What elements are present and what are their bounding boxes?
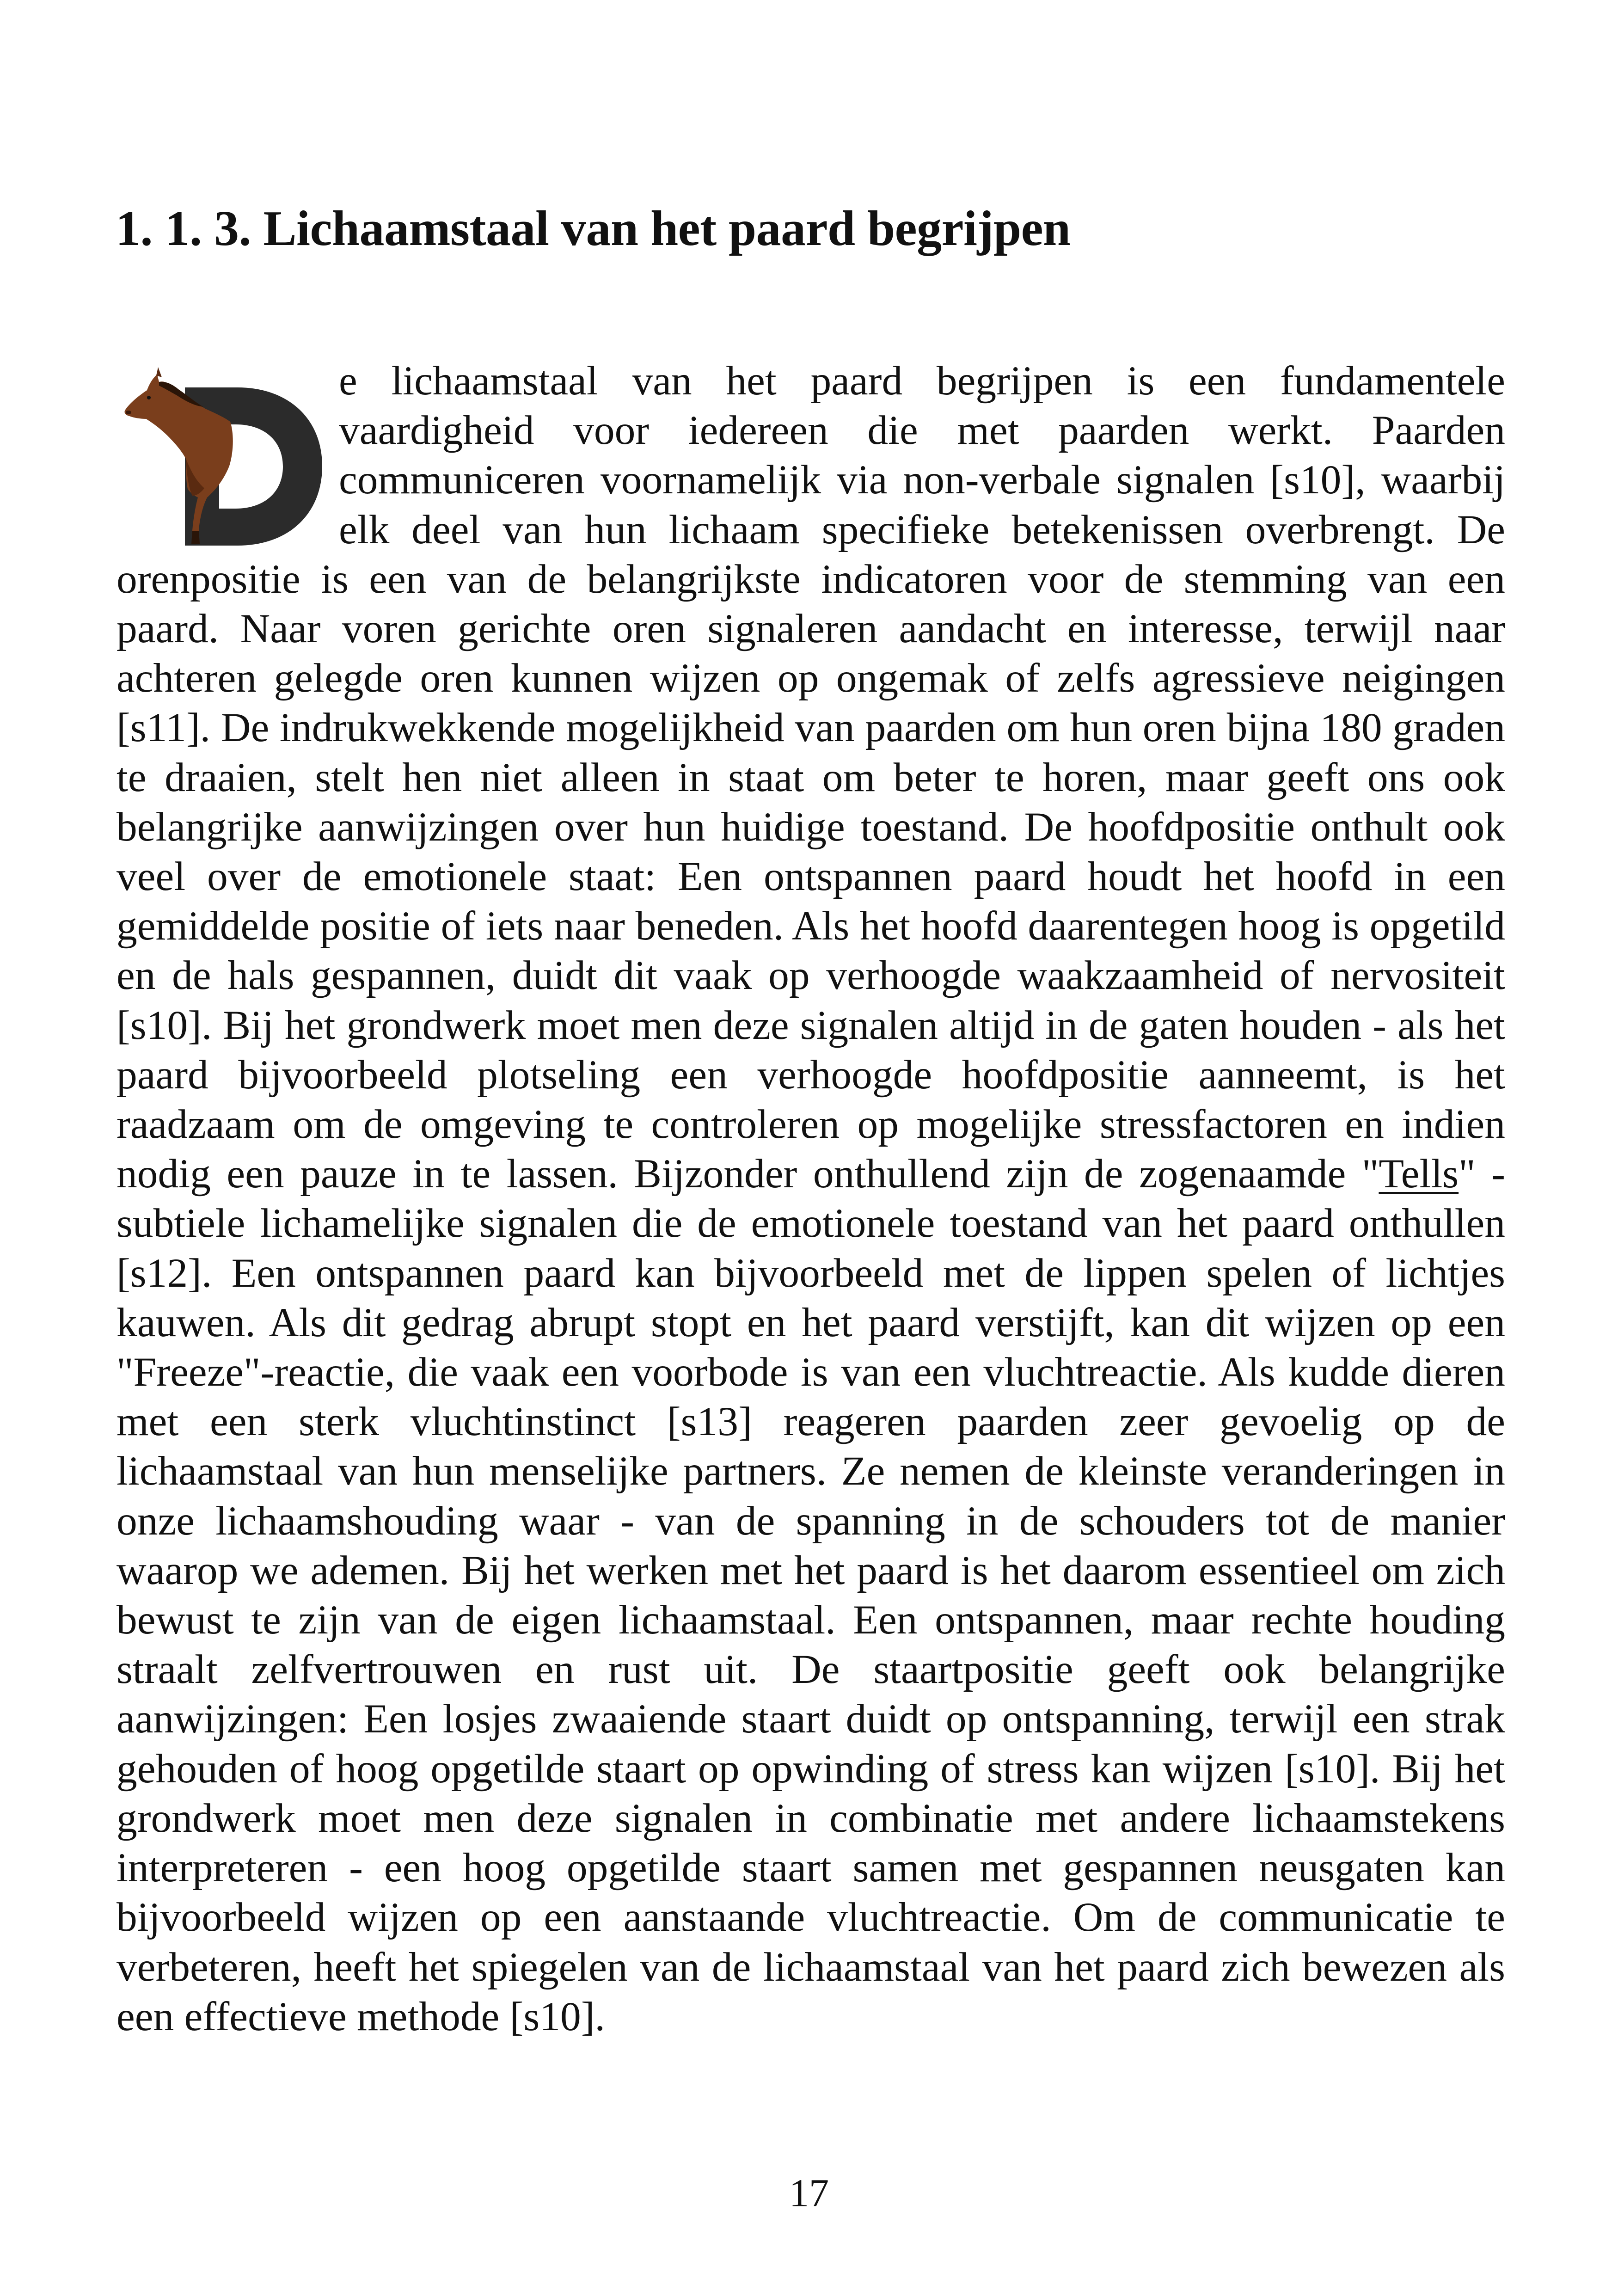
horse-icon — [116, 359, 327, 546]
paragraph-text-1: e lichaamstaal van het paard begrijpen is een fundamentele vaardigheid voor iedereen die met paarden werkt. Paarden communiceren voornamelijk via non-verbale signalen [s10], waarbij elk deel van hun lichaam specifieke betekenissen overbrengt. De orenpositie is een van de belangrijkste indicatoren voor de stemming van een paard. Naar voren gerichte oren signaleren aandacht en interesse, terwijl naar achteren gelegde oren kunnen wijzen op ongemak of zelfs agressieve neigingen [s11]. De indrukwekkende mogelijkheid van paarden om hun oren bijna 180 graden te draaien, stelt hen niet alleen in staat om beter te horen, maar geeft ons ook belangrijke aanwijzingen over hun huidige toestand. De hoofdpositie onthult ook veel over de emotionele staat: Een ontspannen paard houdt het hoofd in een gemiddelde positie of iets naar beneden. Als het hoofd daarentegen hoog is opgetild en de hals gespannen, duidt dit vaak op verhoogde waakzaamheid of nervositeit [s10]. Bij het grondwerk moet men deze signalen altijd in de gaten houden - als het paard bijvoorbeeld plotseling een verhoogde hoofdpositie aanneemt, is het raadzaam om de omgeving te controleren op mogelijke stressfactoren en indien nodig een pauze in te lassen. Bijzonder onthullend zijn de zogenaamde " — [116, 358, 1505, 1197]
paragraph-text-2: " - subtiele lichamelijke signalen die de emotionele toestand van het paard onthullen [s12]. Een ontspannen paard kan bijvoorbeeld met de lippen spelen of lichtjes kauwen. Als dit gedrag abrupt stopt en het paard verstijft, kan dit wijzen op een "Freeze"-reactie, die vaak een voorbode is van een vluchtreactie. Als kudde dieren met een sterk vluchtinstinct [s13] reageren paarden zeer gevoelig op de lichaamstaal van hun menselijke partners. Ze nemen de kleinste veranderingen in onze lichaamshouding waar - van de spanning in de schouders tot de manier waarop we ademen. Bij het werken met het paard is het daarom essentieel om zich bewust te zijn van de eigen lichaamstaal. Een ontspannen, maar rechte houding straalt zelfvertrouwen en rust uit. De staartpositie geeft ook belangrijke aanwijzingen: Een losjes zwaaiende staart duidt op ontspanning, terwijl een strak gehouden of hoog opgetilde staart op opwinding of stress kan wijzen [s10]. Bij het grondwerk moet men deze signalen in combinatie met andere lichaamstekens interpreteren - een hoog opgetilde staart samen met gespannen neusgaten kan bijvoorbeeld wijzen op een aanstaande vluchtreactie. Om de communicatie te verbeteren, heeft het spiegelen van de lichaamstaal van het paard zich bewezen als een effectieve methode [s10]. — [116, 1151, 1506, 2039]
tells-link[interactable]: Tells — [1379, 1151, 1459, 1197]
drop-cap — [116, 359, 327, 546]
body-paragraph — [116, 356, 1505, 2041]
page-number: 17 — [789, 2171, 829, 2215]
section-heading: 1. 1. 3. Lichaamstaal van het paard begrijpen — [116, 201, 1071, 256]
